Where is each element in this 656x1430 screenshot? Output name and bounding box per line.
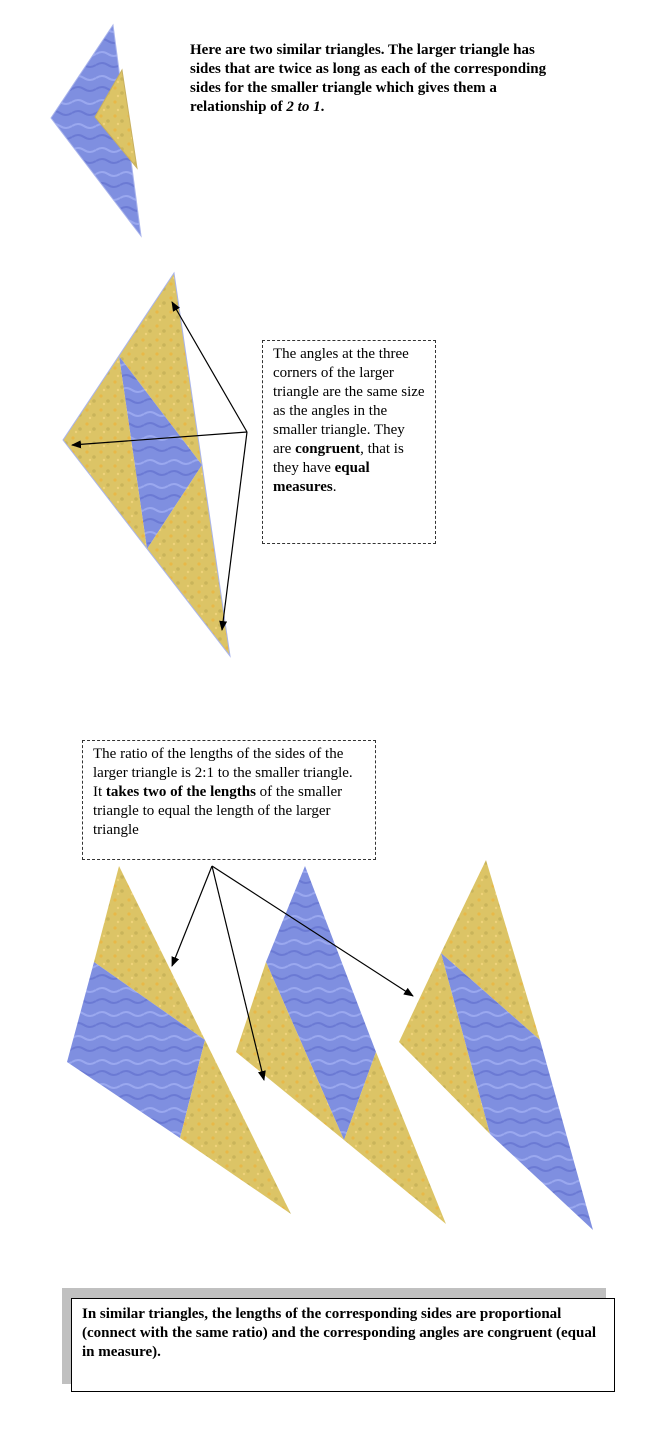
angles-text-2: , that is they have — [273, 441, 404, 476]
angles-text-1: The angles at the three corners of the larger triangle are the same size as the angles in the smaller triangle. They are — [273, 346, 425, 457]
summary-text: In similar triangles, the lengths of the corresponding sides are proportional (connect with the same ratio) and the corresponding angles are congruent (equal in measure). — [82, 1306, 596, 1360]
ratio-callout — [82, 740, 376, 860]
intro-ratio: 2 to 1 — [286, 99, 321, 115]
angles-equal-measures: equal measures — [273, 460, 370, 495]
angles-end: . — [332, 479, 337, 495]
summary-box — [71, 1298, 615, 1392]
ratio-text-2: of the smaller triangle to equal the length of the larger triangle — [93, 784, 343, 838]
angles-congruent: congruent — [295, 441, 361, 457]
similar-pair — [51, 25, 141, 236]
triangle-3 — [399, 860, 593, 1230]
triangle-row — [67, 860, 593, 1230]
ratio-takes-two: takes two of the lengths — [105, 784, 256, 800]
composed-triangle — [63, 273, 230, 656]
angles-callout — [262, 340, 436, 544]
arrow-to-bottom-angle — [222, 432, 247, 630]
intro-end: . — [320, 99, 325, 115]
intro-body: Here are two similar triangles. The larger triangle has sides that are twice as long as each of the corresponding sides for the smaller triangle which gives them a relationship of — [190, 42, 547, 115]
ratio-text-1: The ratio of the lengths of the sides of the larger triangle is 2:1 to the smaller triangle. It — [93, 746, 353, 800]
arrow-to-triangle-1 — [172, 866, 212, 966]
intro-text — [190, 41, 560, 117]
